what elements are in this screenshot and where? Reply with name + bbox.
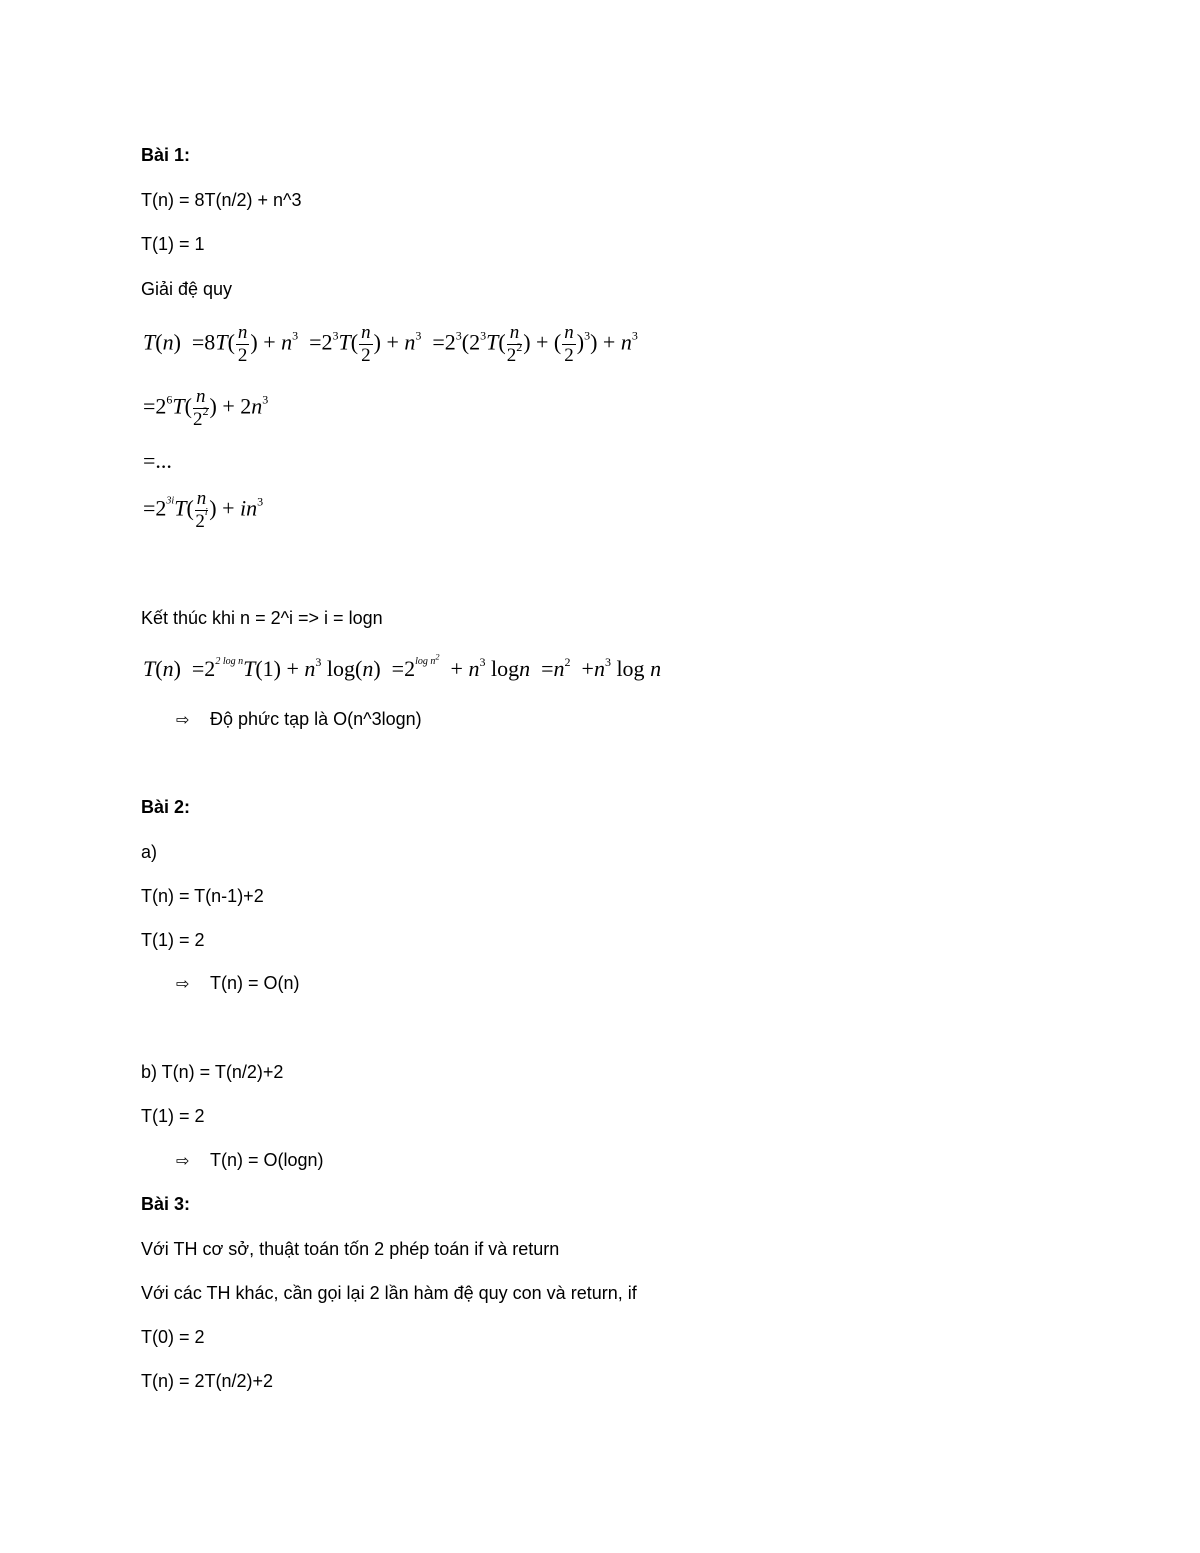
equation-expansion-line-general: $=2^{3i}T$( $\frac{n}{2^i}$ ) + $in^3$: [143, 488, 264, 532]
bai2-part-a-result-row: [176, 972, 300, 995]
bai1-end-condition: Kết thúc khi n = 2^i => i = logn: [141, 608, 383, 628]
bai2-part-b-recurrence: b) T(n) = T(n/2)+2: [141, 1062, 284, 1082]
bai3-line-2: Với các TH khác, cần gọi lại 2 lần hàm đệ quy con và return, if: [141, 1283, 637, 1303]
bai2-part-b-base: T(1) = 2: [141, 1106, 205, 1126]
implies-arrow-icon: ⇨: [176, 710, 190, 729]
bai2-part-a-recurrence: T(n) = T(n-1)+2: [141, 886, 264, 906]
bai3-heading: Bài 3:: [141, 1194, 191, 1214]
implies-arrow-icon: ⇨: [176, 974, 190, 993]
bai3-line-1: Với TH cơ sở, thuật toán tốn 2 phép toán if và return: [141, 1239, 560, 1259]
bai2-part-a-result: T(n) = O(n): [210, 973, 300, 993]
bai2-part-a-base: T(1) = 2: [141, 930, 205, 950]
bai1-base-case: T(1) = 1: [141, 234, 205, 254]
implies-arrow-icon: ⇨: [176, 1151, 190, 1170]
equation-expansion-ellipsis: =...: [143, 448, 172, 473]
bai1-solve-label: Giải đệ quy: [141, 279, 233, 299]
bai1-conclusion-row: [176, 708, 422, 731]
equation-expansion-line-1: T(n) =8T( $\frac{n}{2}$ ) + $n^3 =2^3T$( $\frac{n}{2}$ ) + $n^3 =2^3(2^3T$( $\frac{n}{2^2}$ ) + ( $\frac{n}{2}$ )$^3) + n^3$: [143, 322, 638, 366]
equation-expansion-line-2: $=2^6T$( $\frac{n}{2^2}$ ) + $2n^3$: [143, 386, 269, 430]
bai1-heading: Bài 1:: [141, 145, 191, 165]
bai3-base: T(0) = 2: [141, 1327, 205, 1347]
bai2-heading: Bài 2:: [141, 797, 191, 817]
bai1-recurrence: T(n) = 8T(n/2) + n^3: [141, 190, 302, 210]
bai3-recurrence: T(n) = 2T(n/2)+2: [141, 1371, 274, 1391]
bai2-part-b-result: T(n) = O(logn): [210, 1150, 324, 1170]
bai1-conclusion: Độ phức tạp là O(n^3logn): [210, 709, 422, 729]
equation-final-substitution: $T(n) =2^{2 log n}T(1) + n^3$ $\log(n) =2^{log n^2} + n^3$ $\log n =n^2 +n^3$ log n: [143, 652, 662, 681]
bai2-part-a-label: a): [141, 842, 158, 862]
bai2-part-b-result-row: [176, 1149, 324, 1172]
